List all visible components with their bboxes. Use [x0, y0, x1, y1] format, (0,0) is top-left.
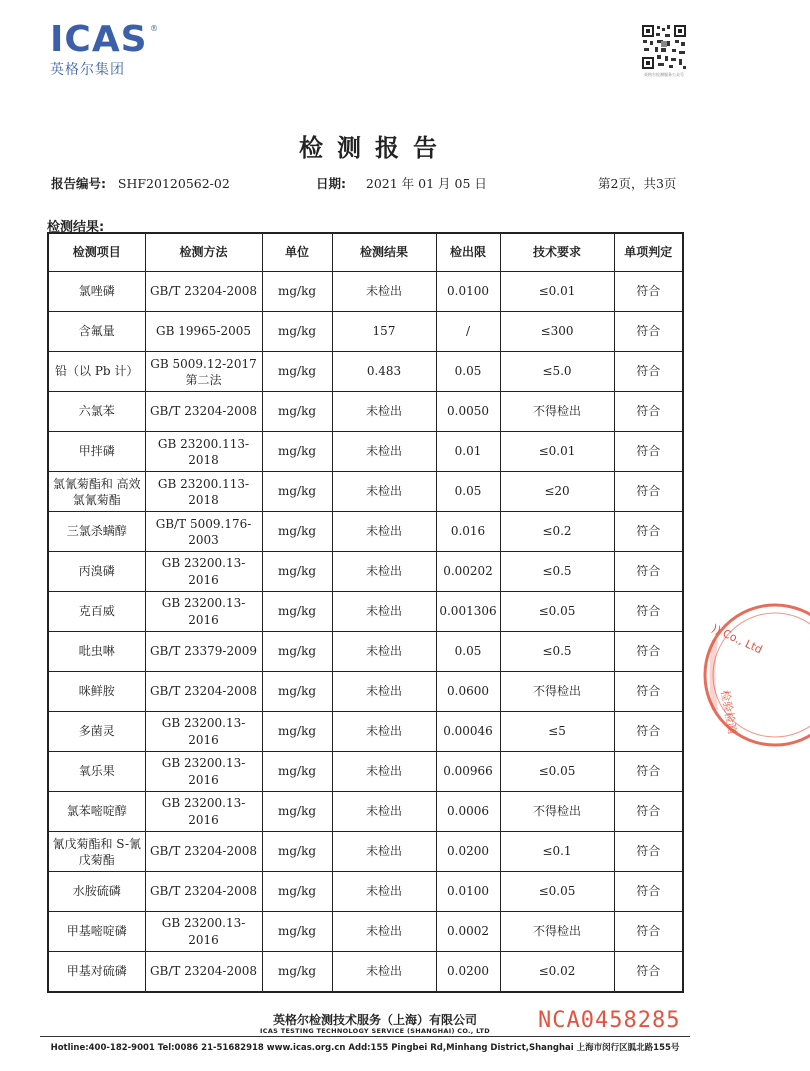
section-title: 检测结果: — [47, 220, 105, 235]
table-cell: mg/kg — [262, 832, 332, 872]
table-row — [48, 632, 683, 672]
logo-chinese-name: 英格尔集团 — [50, 62, 125, 78]
table-cell: GB 23200.13-2016 — [145, 912, 262, 952]
table-cell: GB 23200.13-2016 — [145, 552, 262, 592]
table-row — [48, 832, 683, 872]
results-table — [47, 232, 684, 993]
table-cell: ≤0.05 — [500, 592, 614, 632]
table-row — [48, 272, 683, 312]
table-cell: GB 23200.113-2018 — [145, 432, 262, 472]
table-cell: mg/kg — [262, 312, 332, 352]
table-cell: 多菌灵 — [48, 712, 145, 752]
table-cell: 氯唑磷 — [48, 272, 145, 312]
table-cell: 符合 — [614, 472, 683, 512]
table-row — [48, 512, 683, 552]
table-cell: 吡虫啉 — [48, 632, 145, 672]
header-cell: 检测方法 — [145, 233, 262, 272]
table-row — [48, 552, 683, 592]
table-cell: 符合 — [614, 432, 683, 472]
table-cell: mg/kg — [262, 512, 332, 552]
table-cell: 水胺硫磷 — [48, 872, 145, 912]
table-cell: 0.0600 — [436, 672, 500, 712]
table-cell: 未检出 — [332, 472, 436, 512]
table-cell: mg/kg — [262, 472, 332, 512]
table-cell: mg/kg — [262, 952, 332, 993]
table-cell: 符合 — [614, 272, 683, 312]
report-date-label: 日期: — [316, 176, 346, 191]
table-cell: 氯苯嘧啶醇 — [48, 792, 145, 832]
footer-contact: Hotline:400-182-9001 Tel:0086 21-51682918 www.icas.org.cn Add:155 Pingbei Rd,Minhang District,Shanghai 上海市闵行区胍北路155号 — [50, 1043, 680, 1053]
table-cell: 未检出 — [332, 952, 436, 993]
page-title: 检测报告 — [299, 134, 451, 162]
table-cell: GB 5009.12-2017 第二法 — [145, 352, 262, 392]
table-row — [48, 472, 683, 512]
table-cell: GB/T 23204-2008 — [145, 952, 262, 993]
table-cell: GB/T 23379-2009 — [145, 632, 262, 672]
table-cell: 0.00046 — [436, 712, 500, 752]
table-cell: 未检出 — [332, 832, 436, 872]
qr-code-icon — [641, 24, 687, 70]
table-cell: ≤20 — [500, 472, 614, 512]
table-cell: / — [436, 312, 500, 352]
table-cell: 0.0050 — [436, 392, 500, 432]
table-cell: 0.016 — [436, 512, 500, 552]
table-cell: 咪鲜胺 — [48, 672, 145, 712]
table-cell: 不得检出 — [500, 392, 614, 432]
registered-mark: ® — [150, 24, 158, 33]
table-cell: 不得检出 — [500, 912, 614, 952]
table-cell: GB 19965-2005 — [145, 312, 262, 352]
svg-text:检验检测: 检验检测 — [718, 689, 739, 735]
table-cell: 符合 — [614, 592, 683, 632]
table-cell: 不得检出 — [500, 672, 614, 712]
table-row — [48, 672, 683, 712]
table-cell: 符合 — [614, 712, 683, 752]
report-date-value: 2021 年 01 月 05 日 — [365, 176, 487, 191]
table-cell: mg/kg — [262, 672, 332, 712]
table-cell: 符合 — [614, 312, 683, 352]
report-number-label: 报告编号: — [51, 176, 106, 191]
table-cell: GB/T 23204-2008 — [145, 872, 262, 912]
table-cell: mg/kg — [262, 912, 332, 952]
table-cell: 符合 — [614, 752, 683, 792]
table-cell: 甲拌磷 — [48, 432, 145, 472]
table-cell: 符合 — [614, 352, 683, 392]
table-cell: ≤0.05 — [500, 872, 614, 912]
header-cell: 检测项目 — [48, 233, 145, 272]
table-cell: 未检出 — [332, 272, 436, 312]
serial-number: NCA0458285 — [538, 1008, 681, 1033]
table-cell: 未检出 — [332, 912, 436, 952]
table-cell: 0.0006 — [436, 792, 500, 832]
table-cell: ≤0.5 — [500, 552, 614, 592]
table-cell: 未检出 — [332, 592, 436, 632]
report-number-value: SHF20120562-02 — [117, 176, 230, 191]
table-cell: 符合 — [614, 672, 683, 712]
header-cell: 检出限 — [436, 233, 500, 272]
table-cell: 符合 — [614, 792, 683, 832]
table-cell: 不得检出 — [500, 792, 614, 832]
header-cell: 检测结果 — [332, 233, 436, 272]
table-cell: 0.001306 — [436, 592, 500, 632]
table-cell: 符合 — [614, 952, 683, 993]
table-cell: 克百威 — [48, 592, 145, 632]
table-cell: 0.0200 — [436, 832, 500, 872]
table-cell: mg/kg — [262, 272, 332, 312]
table-cell: 未检出 — [332, 512, 436, 552]
table-cell: ≤5 — [500, 712, 614, 752]
official-seal-stamp — [700, 600, 810, 750]
table-cell: 符合 — [614, 552, 683, 592]
table-cell: mg/kg — [262, 752, 332, 792]
table-row — [48, 872, 683, 912]
table-row — [48, 792, 683, 832]
table-cell: 0.05 — [436, 632, 500, 672]
table-header-row — [48, 233, 683, 272]
table-row — [48, 592, 683, 632]
table-cell: 三氯杀螨醇 — [48, 512, 145, 552]
table-cell: 丙溴磷 — [48, 552, 145, 592]
table-cell: 0.0100 — [436, 272, 500, 312]
table-cell: 0.05 — [436, 352, 500, 392]
table-cell: 符合 — [614, 392, 683, 432]
table-cell: 0.0100 — [436, 872, 500, 912]
table-cell: 未检出 — [332, 552, 436, 592]
svg-text:)) Co., Ltd: )) Co., Ltd — [709, 621, 765, 657]
table-cell: GB 23200.13-2016 — [145, 712, 262, 752]
table-cell: 未检出 — [332, 632, 436, 672]
table-cell: mg/kg — [262, 392, 332, 432]
table-cell: 符合 — [614, 832, 683, 872]
table-cell: ≤0.2 — [500, 512, 614, 552]
table-cell: 未检出 — [332, 712, 436, 752]
header-cell: 单项判定 — [614, 233, 683, 272]
table-cell: GB 23200.13-2016 — [145, 752, 262, 792]
table-cell: mg/kg — [262, 432, 332, 472]
table-cell: mg/kg — [262, 792, 332, 832]
table-cell: 符合 — [614, 872, 683, 912]
table-row — [48, 392, 683, 432]
table-row — [48, 312, 683, 352]
table-cell: 0.01 — [436, 432, 500, 472]
page-info: 第2页，共3页 — [598, 176, 677, 191]
table-cell: ≤0.02 — [500, 952, 614, 993]
table-cell: mg/kg — [262, 872, 332, 912]
table-cell: GB 23200.113-2018 — [145, 472, 262, 512]
table-cell: mg/kg — [262, 592, 332, 632]
footer-divider — [40, 1036, 690, 1037]
table-cell: 0.483 — [332, 352, 436, 392]
footer-company-en: ICAS TESTING TECHNOLOGY SERVICE (SHANGHAI) CO., LTD — [260, 1027, 490, 1035]
table-cell: ≤5.0 — [500, 352, 614, 392]
table-cell: GB/T 23204-2008 — [145, 272, 262, 312]
table-cell: 0.00202 — [436, 552, 500, 592]
table-row — [48, 952, 683, 993]
table-cell: 0.0002 — [436, 912, 500, 952]
table-cell: mg/kg — [262, 632, 332, 672]
table-cell: ≤0.01 — [500, 432, 614, 472]
table-cell: 未检出 — [332, 672, 436, 712]
qr-caption: 英格尔检测服务公众号 — [644, 72, 684, 77]
table-cell: 未检出 — [332, 792, 436, 832]
footer-company-cn: 英格尔检测技术服务（上海）有限公司 — [272, 1013, 477, 1027]
table-cell: ≤0.5 — [500, 632, 614, 672]
table-cell: ≤0.1 — [500, 832, 614, 872]
table-row — [48, 912, 683, 952]
header-cell: 单位 — [262, 233, 332, 272]
table-cell: ≤300 — [500, 312, 614, 352]
logo-text: ICAS — [50, 19, 148, 60]
report-date — [316, 174, 487, 192]
table-cell: 157 — [332, 312, 436, 352]
table-cell: 符合 — [614, 512, 683, 552]
table-cell: GB 23200.13-2016 — [145, 592, 262, 632]
table-row — [48, 712, 683, 752]
table-cell: 未检出 — [332, 432, 436, 472]
table-row — [48, 752, 683, 792]
table-row — [48, 352, 683, 392]
table-cell: 六氯苯 — [48, 392, 145, 432]
table-cell: GB/T 23204-2008 — [145, 832, 262, 872]
table-cell: 氰戊菊酯和 S-氰戊菊酯 — [48, 832, 145, 872]
table-cell: GB 23200.13-2016 — [145, 792, 262, 832]
table-cell: 甲基对硫磷 — [48, 952, 145, 993]
table-cell: mg/kg — [262, 552, 332, 592]
table-cell: 氧乐果 — [48, 752, 145, 792]
company-logo — [50, 19, 160, 79]
table-cell: 氯氰菊酯和 高效氯氰菊酯 — [48, 472, 145, 512]
report-number — [51, 174, 230, 192]
table-cell: mg/kg — [262, 352, 332, 392]
table-cell: 未检出 — [332, 392, 436, 432]
table-cell: 0.0200 — [436, 952, 500, 993]
table-cell: 甲基嘧啶磷 — [48, 912, 145, 952]
table-cell: 0.00966 — [436, 752, 500, 792]
table-cell: 未检出 — [332, 752, 436, 792]
header-cell: 技术要求 — [500, 233, 614, 272]
table-cell: 0.05 — [436, 472, 500, 512]
table-cell: 含氟量 — [48, 312, 145, 352]
table-cell: GB/T 23204-2008 — [145, 672, 262, 712]
table-cell: GB/T 23204-2008 — [145, 392, 262, 432]
table-cell: 符合 — [614, 632, 683, 672]
table-cell: ≤0.05 — [500, 752, 614, 792]
table-row — [48, 432, 683, 472]
table-cell: 未检出 — [332, 872, 436, 912]
table-cell: 符合 — [614, 912, 683, 952]
table-cell: ≤0.01 — [500, 272, 614, 312]
table-cell: GB/T 5009.176-2003 — [145, 512, 262, 552]
table-cell: 铅（以 Pb 计） — [48, 352, 145, 392]
table-cell: mg/kg — [262, 712, 332, 752]
